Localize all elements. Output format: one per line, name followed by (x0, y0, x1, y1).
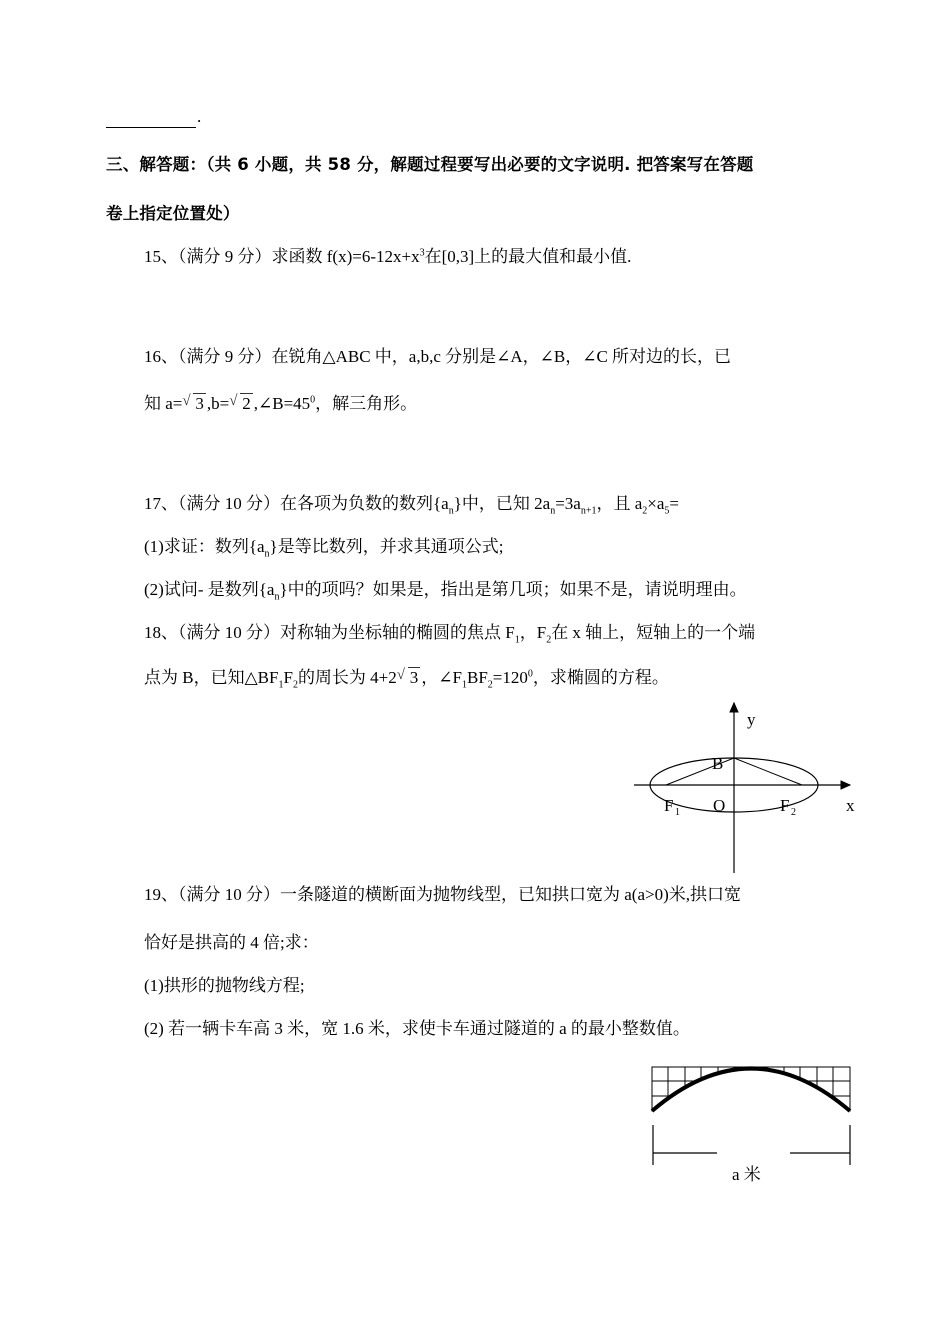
answer-blank-line (106, 103, 196, 128)
section-heading-line2: 卷上指定位置处） (106, 204, 240, 223)
q18-s6: 2 (487, 679, 493, 691)
question-16-line2 (144, 389, 417, 414)
q18-l2-b: F (283, 668, 293, 687)
q17-l3-a: (2)试问- 是数列{a (144, 580, 275, 599)
question-18-line2 (144, 663, 669, 690)
q17-sub-n1: n+1 (580, 505, 597, 517)
tunnel-figure (645, 1060, 860, 1190)
q17-sub-2: 2 (642, 505, 648, 517)
q17-sub-n2: n (550, 505, 556, 517)
q18-l1-b: ，F (519, 623, 547, 642)
question-17-line1 (144, 489, 679, 516)
q17-l2-b: }是等比数列，并求其通项公式; (269, 537, 504, 556)
q15-number: 15、 (144, 247, 178, 266)
width-label: a 米 (732, 1165, 761, 1184)
q18-l2-a: 点为 B，已知△BF (144, 668, 279, 687)
q17-l1-b: }中，已知 2a (453, 494, 551, 513)
q16-sqrt2-val: 2 (242, 394, 251, 413)
q18-l1-c: 在 x 轴上，短轴上的一个端 (551, 623, 756, 642)
question-17-line3 (144, 575, 747, 602)
q18-s4: 2 (292, 679, 298, 691)
q16-l2-b: ,b= (206, 394, 230, 413)
q18-l1-a: 18、（满分 10 分）对称轴为坐标轴的椭圆的焦点 F (144, 623, 515, 642)
q18-s5: 1 (461, 679, 467, 691)
label-b: B (712, 754, 724, 773)
question-15 (144, 242, 631, 267)
question-19-line2: 恰好是拱高的 4 倍;求： (144, 933, 319, 952)
q16-l2-c: ,∠B=45 (253, 394, 311, 413)
q17-l1-c: =3a (555, 494, 581, 513)
ellipse-figure (620, 695, 870, 880)
q16-l2-a: 知 a= (144, 394, 183, 413)
q17-l1-a: 17、（满分 10 分）在各项为负数的数列{a (144, 494, 449, 513)
q18-l2-f: =120 (492, 668, 528, 687)
q16-sqrt-2 (230, 394, 253, 414)
q18-l2-g: ，求椭圆的方程。 (532, 668, 669, 687)
q17-l2-sub: n (264, 548, 270, 560)
question-19-line1: 19、（满分 10 分）一条隧道的横断面为抛物线型，已知拱口宽为 a(a>0)米,拱口宽 (144, 885, 741, 904)
section-heading-line1: 三、解答题：（共 6 小题，共 58 分，解题过程要写出必要的文字说明. 把答案写在答题 (106, 155, 754, 174)
blank-end-dot: . (197, 107, 202, 126)
segment-b-f2 (734, 758, 802, 785)
q18-s1: 1 (514, 634, 520, 646)
q18-s3: 1 (278, 679, 284, 691)
q17-l3-b: }中的项吗？如果是，指出是第几项；如果不是，请说明理由。 (279, 580, 747, 599)
segment-f1-b (666, 758, 734, 785)
q16-l2-d: ，解三角形。 (315, 394, 418, 413)
tunnel-arch-fill (652, 1069, 850, 1121)
q15-text-b: 在[0,3]上的最大值和最小值. (424, 247, 632, 266)
label-x: x (846, 796, 855, 815)
label-o: O (713, 796, 726, 815)
question-18-line1 (144, 618, 755, 645)
label-f1-sub: 1 (675, 807, 680, 818)
q17-l1-e: ×a (647, 494, 665, 513)
label-y: y (747, 710, 756, 729)
q18-s2: 2 (546, 634, 552, 646)
q16-sqrt1-val: 3 (195, 394, 204, 413)
q17-l2-a: (1)求证：数列{a (144, 537, 265, 556)
question-16-line1: 16、（满分 9 分）在锐角△ABC 中，a,b,c 分别是∠A，∠B，∠C 所对边的长，已 (144, 347, 732, 366)
label-f1: F (664, 796, 674, 815)
question-17-line2 (144, 532, 503, 559)
q18-l2-e: BF (466, 668, 488, 687)
q17-sub-n: n (448, 505, 454, 517)
question-19-line3: (1)拱形的抛物线方程; (144, 976, 305, 995)
q16-sqrt-3 (183, 394, 206, 414)
q15-sup: 3 (419, 247, 425, 259)
q18-sqrt-3 (398, 668, 421, 688)
q15-text-a: （满分 9 分）求函数 f(x)=6-12x+x (178, 247, 420, 266)
q18-sup: 0 (527, 668, 533, 680)
q17-l3-sub: n (274, 591, 280, 603)
q17-sub-5: 5 (664, 505, 670, 517)
q18-l2-d: ，∠F (421, 668, 462, 687)
question-19-line4: (2) 若一辆卡车高 3 米，宽 1.6 米，求使卡车通过隧道的 a 的最小整数值。 (144, 1019, 690, 1038)
q16-sup: 0 (310, 394, 316, 406)
label-f2-sub: 2 (791, 807, 796, 818)
label-f2: F (780, 796, 790, 815)
q18-sqrt-val: 3 (409, 668, 419, 687)
q18-l2-c: 的周长为 4+2 (297, 668, 397, 687)
q17-l1-f: = (669, 494, 679, 513)
q17-l1-d: ，且 a (596, 494, 643, 513)
